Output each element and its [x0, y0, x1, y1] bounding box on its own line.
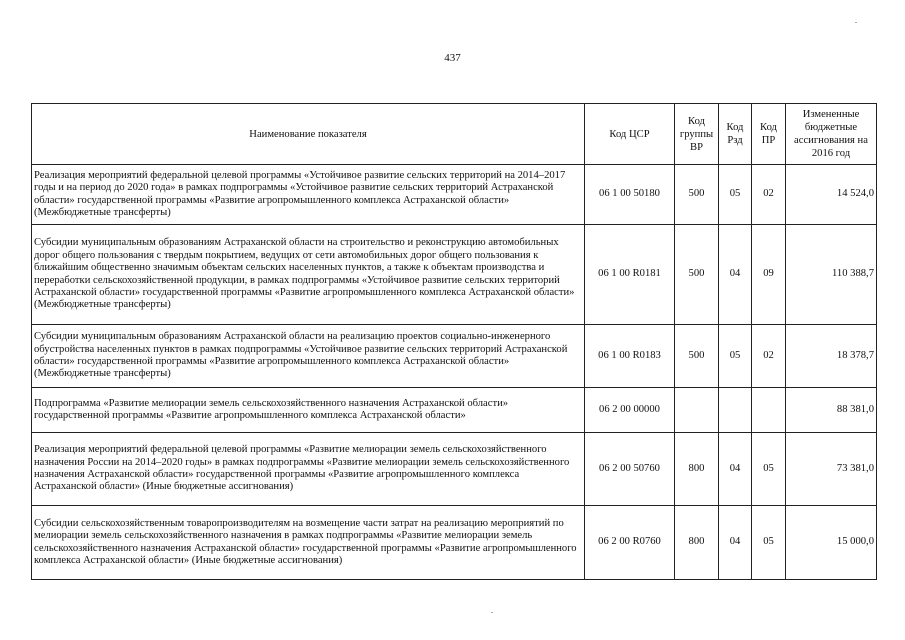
scan-speck [855, 22, 857, 23]
row-name: Реализация мероприятий федеральной целевой программы «Развитие мелиорации земель сельскохозяйственного назначения России на 2014–2020 годы» в рамках подпрограммы «Развитие мелиорации земель сельскохозяйственного назначения Астраханской области» государственной программы «Развитие агропромышленного комплекса Астраханской области» (Иные бюджетные ассигнования) [32, 433, 585, 506]
budget-table [31, 103, 877, 580]
row-vr [675, 388, 719, 433]
row-name: Субсидии муниципальным образованиям Астраханской области на реализацию проектов социально-инженерного обустройства населенных пунктов в рамках подпрограммы «Устойчивое развитие сельских территорий Астраханской области» государственной программы «Развитие агропромышленного комплекса Астраханской области» (Межбюджетные трансферты) [32, 325, 585, 388]
row-vr: 800 [675, 433, 719, 506]
row-pr [752, 388, 786, 433]
row-rzd: 04 [719, 433, 752, 506]
row-csr: 06 2 00 00000 [585, 388, 675, 433]
row-csr: 06 1 00 R0183 [585, 325, 675, 388]
row-rzd: 04 [719, 506, 752, 580]
row-vr: 800 [675, 506, 719, 580]
header-rzd: Код Рзд [719, 104, 752, 165]
row-amount: 73 381,0 [786, 433, 877, 506]
header-vr: Код группы ВР [675, 104, 719, 165]
row-pr: 05 [752, 433, 786, 506]
table-row [32, 506, 877, 580]
row-rzd: 04 [719, 225, 752, 325]
row-pr: 02 [752, 325, 786, 388]
row-amount: 15 000,0 [786, 506, 877, 580]
header-pr: Код ПР [752, 104, 786, 165]
row-csr: 06 2 00 50760 [585, 433, 675, 506]
row-csr: 06 2 00 R0760 [585, 506, 675, 580]
header-amount: Измененные бюджетные ассигнования на 2016 год [786, 104, 877, 165]
row-rzd [719, 388, 752, 433]
row-vr: 500 [675, 165, 719, 225]
table-row [32, 165, 877, 225]
table-row [32, 325, 877, 388]
row-amount: 110 388,7 [786, 225, 877, 325]
table-row [32, 225, 877, 325]
row-rzd: 05 [719, 165, 752, 225]
row-name: Реализация мероприятий федеральной целевой программы «Устойчивое развитие сельских территорий на 2014–2017 годы и на период до 2020 года» в рамках подпрограммы «Устойчивое развитие сельских территорий Астраханской области» государственной программы «Развитие агропромышленного комплекса Астраханской области» (Межбюджетные трансферты) [32, 165, 585, 225]
table-row [32, 388, 877, 433]
row-pr: 09 [752, 225, 786, 325]
row-amount: 14 524,0 [786, 165, 877, 225]
table-header-row [32, 104, 877, 165]
page-number: 437 [444, 52, 461, 64]
row-csr: 06 1 00 50180 [585, 165, 675, 225]
row-amount: 18 378,7 [786, 325, 877, 388]
row-vr: 500 [675, 225, 719, 325]
row-csr: 06 1 00 R0181 [585, 225, 675, 325]
row-vr: 500 [675, 325, 719, 388]
row-name: Субсидии муниципальным образованиям Астраханской области на строительство и реконструкцию автомобильных дорог общего пользования с твердым покрытием, ведущих от сети автомобильных дорог общего пользования к ближайшим общественно значимым объектам сельских населенных пунктов, а также к объектам производства и переработки сельскохозяйственной продукции, в рамках подпрограммы «Устойчивое развитие сельских территорий Астраханской области» государственной программы «Развитие агропромышленного комплекса Астраханской области» (Межбюджетные трансферты) [32, 225, 585, 325]
row-amount: 88 381,0 [786, 388, 877, 433]
header-name: Наименование показателя [32, 104, 585, 165]
row-name: Субсидии сельскохозяйственным товаропроизводителям на возмещение части затрат на реализацию мероприятий по мелиорации земель сельскохозяйственного назначения в рамках подпрограммы «Развитие мелиорации земель сельскохозяйственного назначения Астраханской области» государственной программы «Развитие агропромышленного комплекса Астраханской области» (Иные бюджетные ассигнования) [32, 506, 585, 580]
header-csr: Код ЦСР [585, 104, 675, 165]
row-name: Подпрограмма «Развитие мелиорации земель сельскохозяйственного назначения Астраханской области» государственной программы «Развитие агропромышленного комплекса Астраханской области» [32, 388, 585, 433]
row-pr: 02 [752, 165, 786, 225]
table-row [32, 433, 877, 506]
row-pr: 05 [752, 506, 786, 580]
row-rzd: 05 [719, 325, 752, 388]
scan-speck [491, 612, 493, 613]
